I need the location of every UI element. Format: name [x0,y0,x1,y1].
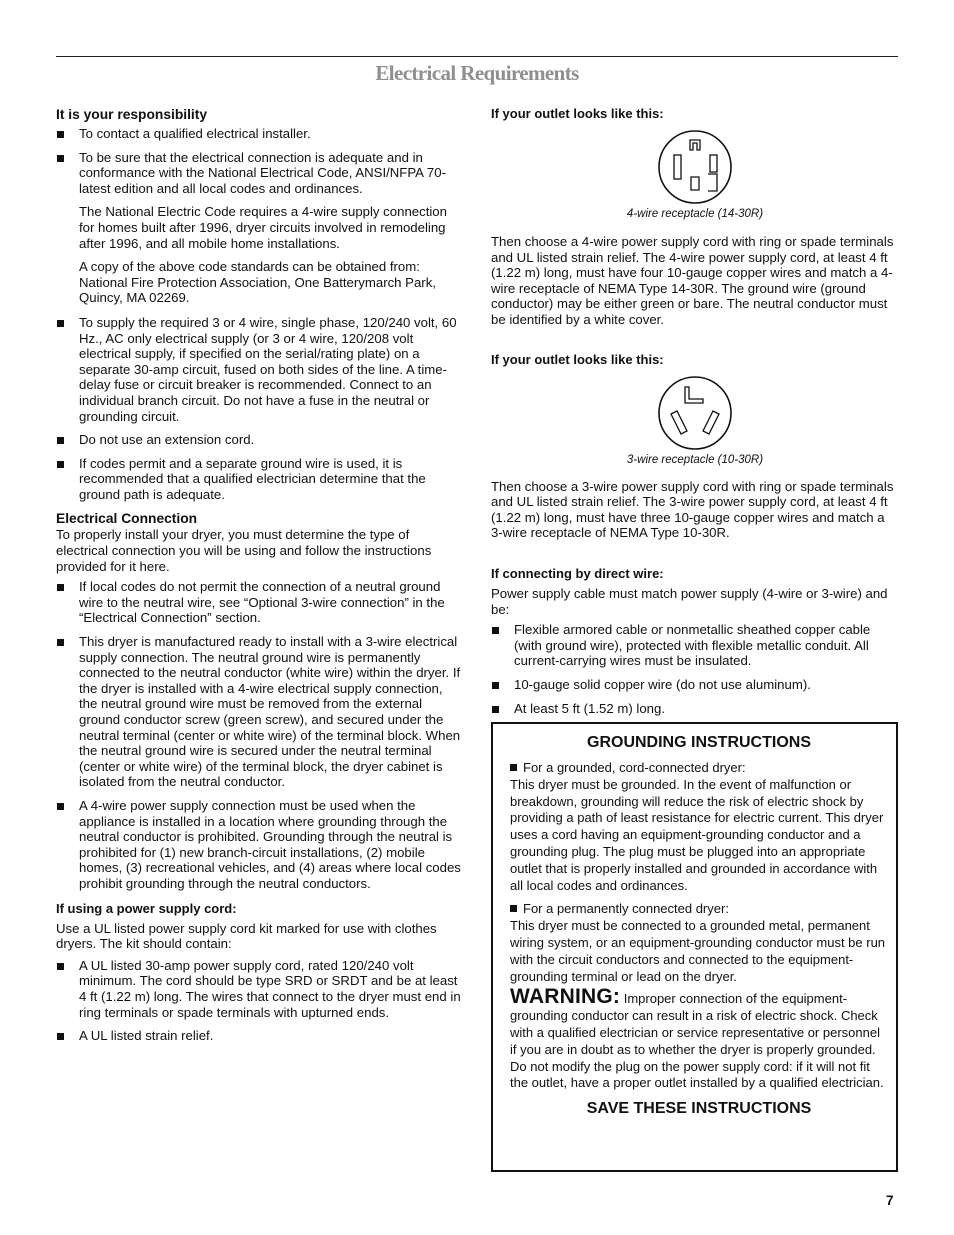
three-wire-caption: 3-wire receptacle (10-30R) [626,453,764,466]
cord-heading: If using a power supply cord: [56,900,237,916]
header-rule [56,56,898,57]
list-item: A 4-wire power supply connection must be used when the appliance is installed in a location where grounding through the neutral conductor is prohibited. Grounding through the neutral is prohibited for (1) new branch-circuit installations, (2) mobile homes, (3) recreational vehicles, and (4) areas where local codes prohibit grounding through the neutral conductors. [56,798,462,892]
list-item: Do not use an extension cord. [56,432,462,448]
four-wire-heading: If your outlet looks like this: [491,106,664,121]
permanent-label-text: For a permanently connected dryer: [523,901,729,917]
page-number: 7 [886,1193,894,1208]
connection-heading: Electrical Connection [56,511,198,527]
four-wire-body: Then choose a 4-wire power supply cord with ring or spade terminals and UL listed strain relief. The 4-wire power supply cord, at least 4 ft (1.22 m) long, must have four 10-gauge copper wires and match a 4-wire receptacle of NEMA Type 14-30R. The ground wire (ground conductor) may be either green or bare. The neutral conductor must be identified by a white cover. [491,234,894,327]
direct-wire-heading: If connecting by direct wire: [491,565,664,581]
list-item: If local codes do not permit the connection of a neutral ground wire to the neutral wire, see “Optional 3-wire connection” in the “Electrical Connection” section. [56,579,462,626]
grounding-instructions-box [491,722,898,1172]
list-item: To supply the required 3 or 4 wire, single phase, 120/240 volt, 60 Hz., AC only electrical supply (or 3 or 4 wire, 120/208 volt electrical supply, if specified on the serial/rating plate) on a separate 30-amp circuit, fused on both sides of the line. A time-delay fuse or circuit breaker is recommended. Connect to an individual branch circuit. Do not have a fuse in the neutral or grounding circuit. [56,315,462,424]
three-wire-body: Then choose a 3-wire power supply cord with ring or spade terminals and UL listed strain relief. The 3-wire power supply cord, at least 4 ft (1.22 m) long, must have three 10-gauge copper wires and match a 3-wire receptacle of NEMA Type 10-30R. [491,478,894,541]
four-wire-receptacle-icon [657,129,733,205]
list-item: A UL listed 30-amp power supply cord, rated 120/240 volt minimum. The cord should be type SRD or SRDT and be at least 4 ft (1.22 m) long. The wires that connect to the dryer must end in ring terminals or spade terminals with upturned ends. [56,958,462,1020]
bullet-square-icon [510,905,517,912]
three-wire-receptacle-icon [657,375,733,451]
page-title: Electrical Requirements [375,61,579,85]
permanent-label [510,901,888,918]
warning-text: Improper connection of the equipment-grounding conductor can result in a risk of electric shock. Check with a qualified electrician or service representative or personnel if you are in doubt as to whether the dryer is properly grounded. Do not modify the plug on the power supply cord: if it will not fit the outlet, have a proper outlet installed by a qualified electrician. [510,991,884,1091]
grounding-content [510,733,888,1119]
list-item: To contact a qualified electrical installer. [56,126,462,142]
direct-wire-intro: Power supply cable must match power supply (4-wire or 3-wire) and be: [491,585,888,617]
grounding-title: GROUNDING INSTRUCTIONS [587,734,811,751]
connection-intro: To properly install your dryer, you must determine the type of electrical connection you will be using and follow the instructions provided for it here. [56,527,432,574]
three-wire-figure [491,375,899,451]
list-item: This dryer is manufactured ready to install with a 3-wire electrical supply connection. The neutral ground wire is permanently connected to the neutral conductor (white wire) within the dryer. If the dryer is installed with a 4-wire electrical supply connection, the neutral ground wire must be removed from the external ground conductor screw (green screw), and secured under the neutral terminal (center or white wire) of the terminal block. When the neutral ground wire is secured under the neutral terminal (center or white wire) of the terminal block, the dryer cabinet is isolated from the neutral conductor. [56,634,462,790]
list-item: If codes permit and a separate ground wire is used, it is recommended that a qualified electrician determine that the ground path is adequate. [56,456,462,503]
cord-intro: Use a UL listed power supply cord kit marked for use with clothes dryers. The kit should contain: [56,920,437,952]
code-note: The National Electric Code requires a 4-wire supply connection for homes built after 1996, dryer circuits involved in remodeling after 1996, and all mobile home installations. [79,204,447,251]
nfpa-note: A copy of the above code standards can be obtained from: National Fire Protection Association, One Batterymarch Park, Quincy, MA 02269. [79,259,436,306]
cord-connected-label-text: For a grounded, cord-connected dryer: [523,760,746,775]
left-column [56,106,462,1044]
save-instructions: SAVE THESE INSTRUCTIONS [586,1100,812,1118]
list-item: To be sure that the electrical connection is adequate and in conformance with the National Electrical Code, ANSI/NFPA 70-latest edition and all local codes and ordinances. [56,150,462,197]
bullet-square-icon [510,764,517,771]
right-column [491,106,899,716]
four-wire-caption: 4-wire receptacle (14-30R) [626,208,764,220]
cord-connected-label [510,760,888,777]
responsibility-heading: It is your responsibility [56,107,208,122]
list-item: At least 5 ft (1.52 m) long. [491,701,899,717]
permanent-text: This dryer must be connected to a grounded metal, permanent wiring system, or an equipment-grounding conductor must be run with the circuit conductors and connected to the equipment-grounding terminal or lead on the dryer. [510,918,886,984]
list-item: A UL listed strain relief. [56,1028,462,1044]
three-wire-heading: If your outlet looks like this: [491,351,664,367]
warning-paragraph [510,985,888,1092]
four-wire-figure [491,129,899,205]
warning-word: WARNING: [510,985,621,1009]
cord-connected-text: This dryer must be grounded. In the event of malfunction or breakdown, grounding will reduce the risk of electric shock by providing a path of least resistance for electric current. This dryer uses a cord having an equipment-grounding conductor and a grounding plug. The plug must be plugged into an appropriate outlet that is properly installed and grounded in accordance with all local codes and ordinances. [510,776,884,893]
list-item: Flexible armored cable or nonmetallic sheathed copper cable (with ground wire), protected with flexible metallic conduit. All current-carrying wires must be insulated. [491,622,899,669]
list-item: 10-gauge solid copper wire (do not use aluminum). [491,677,899,693]
